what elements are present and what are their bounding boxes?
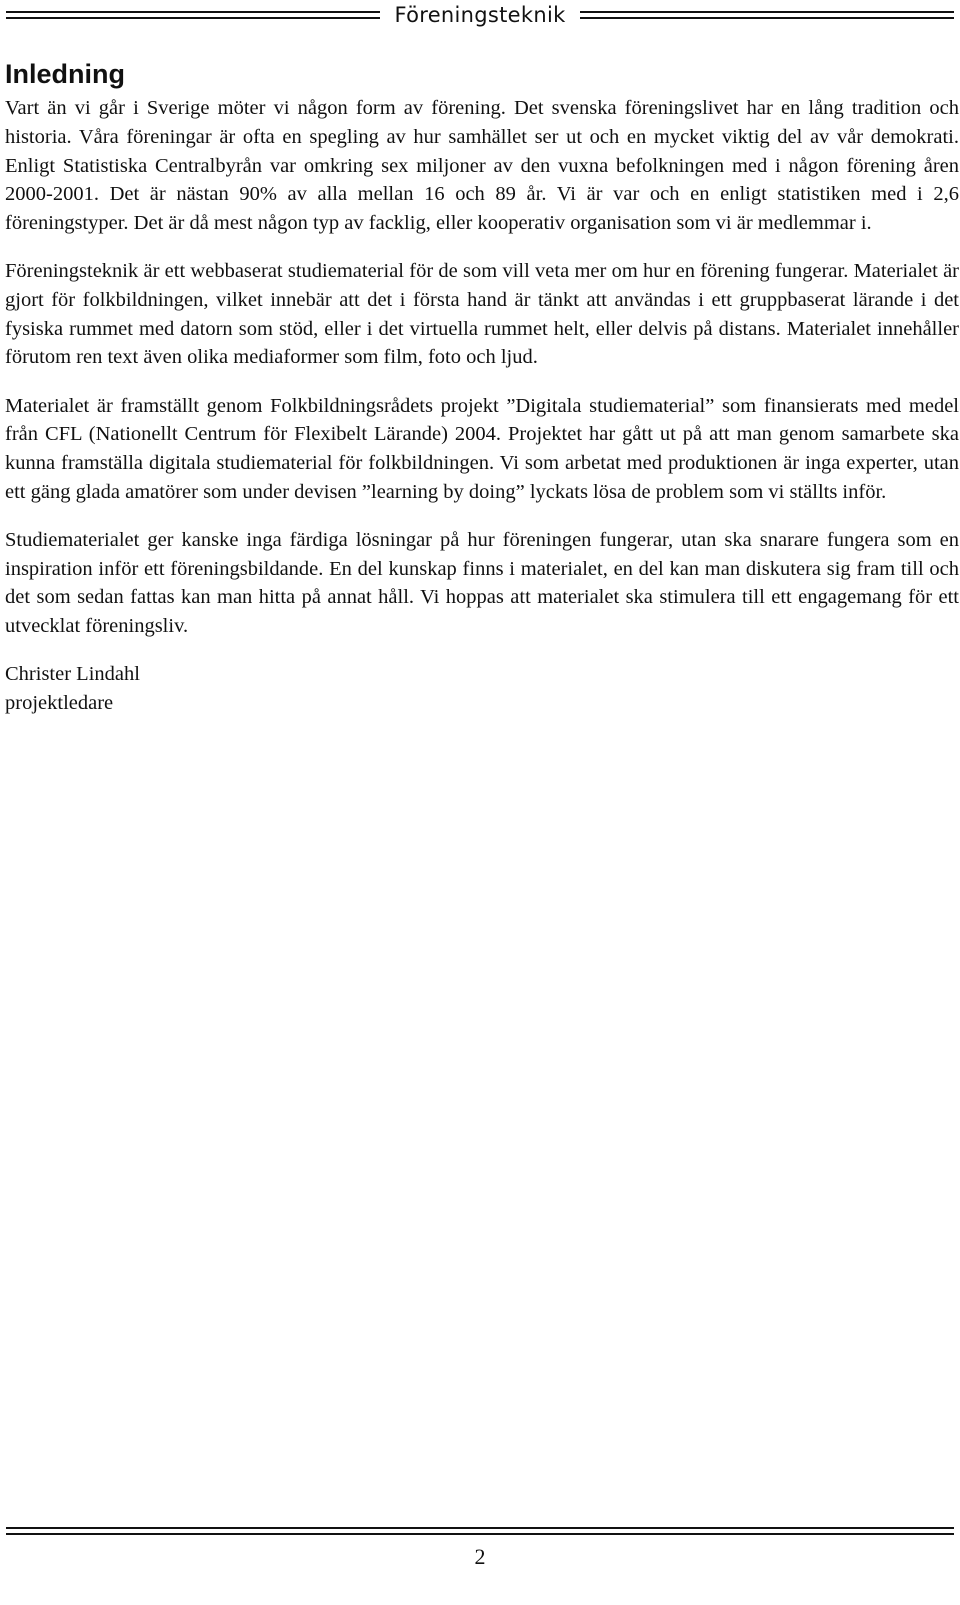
page-number: 2 bbox=[474, 1544, 486, 1569]
document-body bbox=[5, 58, 959, 738]
header-rule-right bbox=[580, 11, 954, 19]
signature bbox=[5, 660, 959, 717]
header-title: Föreningsteknik bbox=[394, 2, 566, 27]
page-header bbox=[6, 0, 954, 30]
paragraph-purpose: Studiematerialet ger kanske inga färdiga lösningar på hur föreningen fungerar, utan ska snarare fungera som en inspiration inför ett föreningsbildande. En del kunskap finns i materialet, en del kan man diskutera sig fram till och det som sedan fattas kan man hitta på annat håll. Vi hoppas att materialet ska stimulera till ett engagemang för ett utvecklat föreningsliv. bbox=[5, 529, 959, 637]
header-rule-left bbox=[6, 11, 380, 19]
paragraph-project: Materialet är framställt genom Folkbildningsrådets projekt ”Digitala studiematerial” som finansierats med medel från CFL (Nationellt Centrum för Flexibelt Lärande) 2004. Projektet har gått ut på att man genom samarbete ska kunna framställa digitala studiematerial för folkbildningen. Vi som arbetat med produktionen är inga experter, utan ett gäng glada amatörer som under devisen ”learning by doing” lyckats lösa de problem som vi ställts inför. bbox=[5, 394, 959, 503]
signature-role: projektledare bbox=[5, 692, 114, 715]
signature-name: Christer Lindahl bbox=[5, 663, 140, 686]
paragraph-intro: Vart än vi går i Sverige möter vi någon form av förening. Det svenska föreningslivet har en lång tradition och historia. Våra föreningar är ofta en spegling av hur samhället ser ut och en mycket viktig del av vår demokrati. Enligt Statistiska Centralbyrån var omkring sex miljoner av den vuxna befolkningen med i någon förening åren 2000-2001. Det är nästan 90% av alla mellan 16 och 89 år. Vi är var och en enligt statistiken med i 2,6 föreningstyper. Det är då mest någon typ av facklig, eller kooperativ organisation som vi är medlemmar i. bbox=[5, 97, 959, 234]
section-heading: Inledning bbox=[5, 59, 125, 89]
paragraph-material: Föreningsteknik är ett webbaserat studiematerial för de som vill veta mer om hur en förening fungerar. Materialet är gjort för folkbildningen, vilket innebär att det i första hand är tänkt att användas i ett gruppbaserat lärande i det fysiska rummet med datorn som stöd, eller i det virtuella rummet helt, eller delvis på distans. Materialet innehåller förutom ren text även olika mediaformer som film, foto och ljud. bbox=[5, 260, 959, 369]
footer-rule bbox=[6, 1527, 954, 1535]
